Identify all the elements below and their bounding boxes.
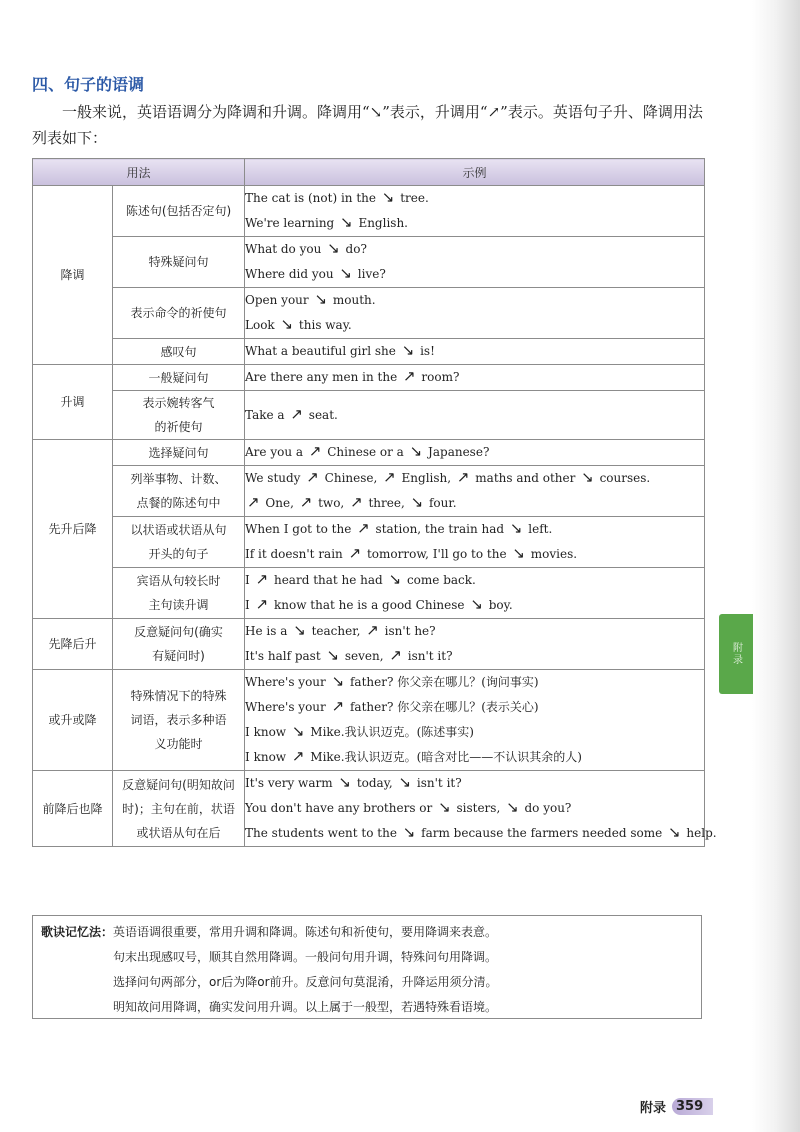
falling-tone-icon: ↘	[470, 595, 483, 613]
falling-tone-icon: ↘	[506, 798, 519, 816]
example-cell	[245, 440, 705, 466]
usage-cell: 列举事物、计数、点餐的陈述句中	[113, 466, 245, 517]
falling-tone-icon: ↘	[381, 188, 395, 206]
example-sentence: It's very warm ↘ today, ↘ isn't it?	[245, 773, 462, 791]
example-sentence: If it doesn't rain ↗ tomorrow, I'll go to the ↘ movies.	[245, 544, 578, 562]
example-sentence: Take a ↗ seat.	[245, 404, 338, 423]
rising-tone-icon: ↗	[357, 519, 370, 537]
example-cell	[245, 186, 705, 237]
table-row	[33, 440, 705, 466]
table-row	[33, 186, 705, 237]
rising-tone-icon: ↗	[456, 468, 470, 486]
page-edge-shadow	[752, 0, 800, 1132]
table-row	[33, 365, 705, 391]
table-row	[33, 771, 705, 847]
example-cell	[245, 237, 705, 288]
example-cell	[245, 365, 705, 391]
falling-tone-icon: ↘	[401, 341, 415, 359]
page-number: 359	[672, 1098, 713, 1115]
side-tab-label: 附录	[730, 642, 742, 666]
example-sentence: I know ↘ Mike.我认识迈克。(陈述事实)	[245, 722, 474, 740]
falling-tone-icon: ↘	[331, 672, 345, 690]
example-sentence: Where did you ↘ live?	[245, 264, 386, 282]
table-body	[33, 186, 717, 847]
usage-cell: 宾语从句较长时主句读升调	[113, 568, 245, 619]
example-sentence: It's half past ↘ seven, ↗ isn't it?	[245, 646, 453, 664]
example-sentence: What do you ↘ do?	[245, 239, 367, 257]
rising-tone-icon: ↗	[331, 697, 345, 715]
tone-category: 先升后降	[33, 440, 113, 619]
table-row	[33, 237, 705, 288]
usage-cell: 表示命令的祈使句	[113, 288, 245, 339]
example-cell	[245, 517, 705, 568]
example-sentence: What a beautiful girl she ↘ is!	[245, 341, 435, 359]
rising-tone-icon: ↗	[366, 621, 379, 639]
header-example: 示例	[245, 159, 705, 186]
rising-tone-icon: ↗	[389, 646, 402, 664]
usage-cell: 反意疑问句(明知故问时)；主句在前，状语或状语从句在后	[113, 771, 245, 847]
rising-tone-icon: ↗	[350, 493, 363, 511]
example-sentence: Look ↘ this way.	[245, 315, 352, 333]
table-row	[33, 619, 705, 670]
falling-tone-icon: ↘	[291, 722, 305, 740]
usage-cell: 陈述句(包括否定句)	[113, 186, 245, 237]
rising-tone-icon: ↗	[291, 747, 305, 765]
intonation-table	[32, 158, 717, 847]
rising-tone-icon: ↗	[255, 570, 269, 588]
falling-tone-icon: ↘	[509, 519, 523, 537]
rising-tone-icon: ↗	[290, 404, 303, 423]
example-cell	[245, 568, 705, 619]
falling-tone-icon: ↘	[512, 544, 525, 562]
table-row	[33, 466, 705, 517]
example-sentence: We're learning ↘ English.	[245, 213, 408, 231]
tone-category: 前降后也降	[33, 771, 113, 847]
tone-category: 先降后升	[33, 619, 113, 670]
mnemonic-box	[32, 915, 702, 1019]
falling-tone-icon: ↘	[409, 442, 423, 460]
rising-tone-icon: ↗	[255, 595, 269, 613]
usage-cell: 选择疑问句	[113, 440, 245, 466]
example-sentence: Where's your ↗ father? 你父亲在哪儿？(表示关心)	[245, 697, 539, 715]
example-cell	[245, 771, 717, 847]
rising-tone-icon: ↗	[299, 493, 313, 511]
mnemonic-label: 歌诀记忆法：	[41, 925, 114, 939]
example-sentence: Where's your ↘ father? 你父亲在哪儿？(询问事实)	[245, 672, 539, 690]
example-cell	[245, 339, 705, 365]
example-cell	[245, 466, 705, 517]
example-sentence: I know ↗ Mike.我认识迈克。(暗含对比——不认识其余的人)	[245, 747, 582, 765]
table-row	[33, 568, 705, 619]
falling-tone-icon: ↘	[338, 773, 351, 791]
falling-tone-icon: ↘	[398, 773, 412, 791]
falling-tone-icon: ↘	[339, 264, 352, 282]
falling-tone-icon: ↘	[402, 823, 416, 841]
falling-tone-icon: ↘	[340, 213, 353, 231]
example-sentence: I ↗ know that he is a good Chinese ↘ boy.	[245, 595, 513, 613]
falling-tone-icon: ↘	[438, 798, 451, 816]
rising-tone-icon: ↗	[247, 493, 260, 511]
example-sentence: Are you a ↗ Chinese or a ↘ Japanese?	[245, 442, 490, 460]
falling-tone-icon: ↘	[314, 290, 328, 308]
mnemonic-line: 选择问句两部分，or后为降or前升。反意问句莫混淆，升降运用须分清。	[113, 975, 498, 989]
example-sentence: You don't have any brothers or ↘ sisters, ↘ do you?	[245, 798, 572, 816]
table-row	[33, 517, 705, 568]
example-cell	[245, 619, 705, 670]
rising-tone-icon: ↗	[403, 367, 416, 385]
table-row	[33, 339, 705, 365]
rising-tone-icon: ↗	[306, 468, 319, 486]
mnemonic-line: 句末出现感叹号，顺其自然用降调。一般问句用升调，特殊问句用降调。	[113, 950, 498, 964]
example-sentence: We study ↗ Chinese, ↗ English, ↗ maths and other ↘ courses.	[245, 468, 651, 486]
usage-cell: 特殊情况下的特殊词语，表示多种语义功能时	[113, 670, 245, 771]
intro-paragraph: 一般来说，英语语调分为降调和升调。降调用“↘”表示，升调用“↗”表示。英语句子升、降调用法列表如下：	[32, 103, 703, 147]
tone-category: 升调	[33, 365, 113, 440]
falling-tone-icon: ↘	[388, 570, 402, 588]
example-sentence: ↗ One, ↗ two, ↗ three, ↘ four.	[247, 493, 457, 511]
footer-label: 附录	[640, 1101, 667, 1116]
example-sentence: I ↗ heard that he had ↘ come back.	[245, 570, 476, 588]
falling-tone-icon: ↘	[581, 468, 594, 486]
example-sentence: Open your ↘ mouth.	[245, 290, 376, 308]
table-row	[33, 391, 705, 440]
table-row	[33, 288, 705, 339]
rising-tone-icon: ↗	[383, 468, 396, 486]
example-cell	[245, 391, 705, 440]
rising-tone-icon: ↗	[308, 442, 322, 460]
falling-tone-icon: ↘	[326, 646, 340, 664]
falling-tone-icon: ↘	[327, 239, 340, 257]
example-sentence: The cat is (not) in the ↘ tree.	[245, 188, 429, 206]
header-usage: 用法	[33, 159, 245, 186]
usage-cell: 反意疑问句(确实有疑问时)	[113, 619, 245, 670]
mnemonic-line: 明知故问用降调，确实发问用升调。以上属于一般型，若遇特殊看语境。	[113, 1000, 498, 1014]
usage-cell: 感叹句	[113, 339, 245, 365]
table-row	[33, 670, 705, 771]
usage-cell: 表示婉转客气的祈使句	[113, 391, 245, 440]
page-footer	[640, 1097, 713, 1116]
falling-tone-icon: ↘	[410, 493, 424, 511]
falling-tone-icon: ↘	[280, 315, 294, 333]
example-sentence: The students went to the ↘ farm because the farmers needed some ↘ help.	[245, 823, 717, 841]
example-sentence: When I got to the ↗ station, the train had ↘ left.	[245, 519, 553, 537]
example-sentence: Are there any men in the ↗ room?	[245, 367, 460, 385]
example-cell	[245, 288, 705, 339]
falling-tone-icon: ↘	[293, 621, 306, 639]
usage-cell: 一般疑问句	[113, 365, 245, 391]
example-sentence: He is a ↘ teacher, ↗ isn't he?	[245, 621, 436, 639]
tone-category: 降调	[33, 186, 113, 365]
falling-tone-icon: ↘	[668, 823, 681, 841]
tone-category: 或升或降	[33, 670, 113, 771]
mnemonic-text: 英语语调很重要，常用升调和降调。陈述句和祈使句，要用降调来表意。	[113, 925, 498, 939]
usage-cell: 特殊疑问句	[113, 237, 245, 288]
rising-tone-icon: ↗	[348, 544, 362, 562]
usage-cell: 以状语或状语从句开头的句子	[113, 517, 245, 568]
section-title: 四、句子的语调	[32, 75, 145, 94]
mnemonic-line	[41, 920, 701, 945]
example-cell	[245, 670, 705, 771]
appendix-side-tab[interactable]	[719, 614, 753, 694]
table-header-row	[33, 159, 705, 186]
